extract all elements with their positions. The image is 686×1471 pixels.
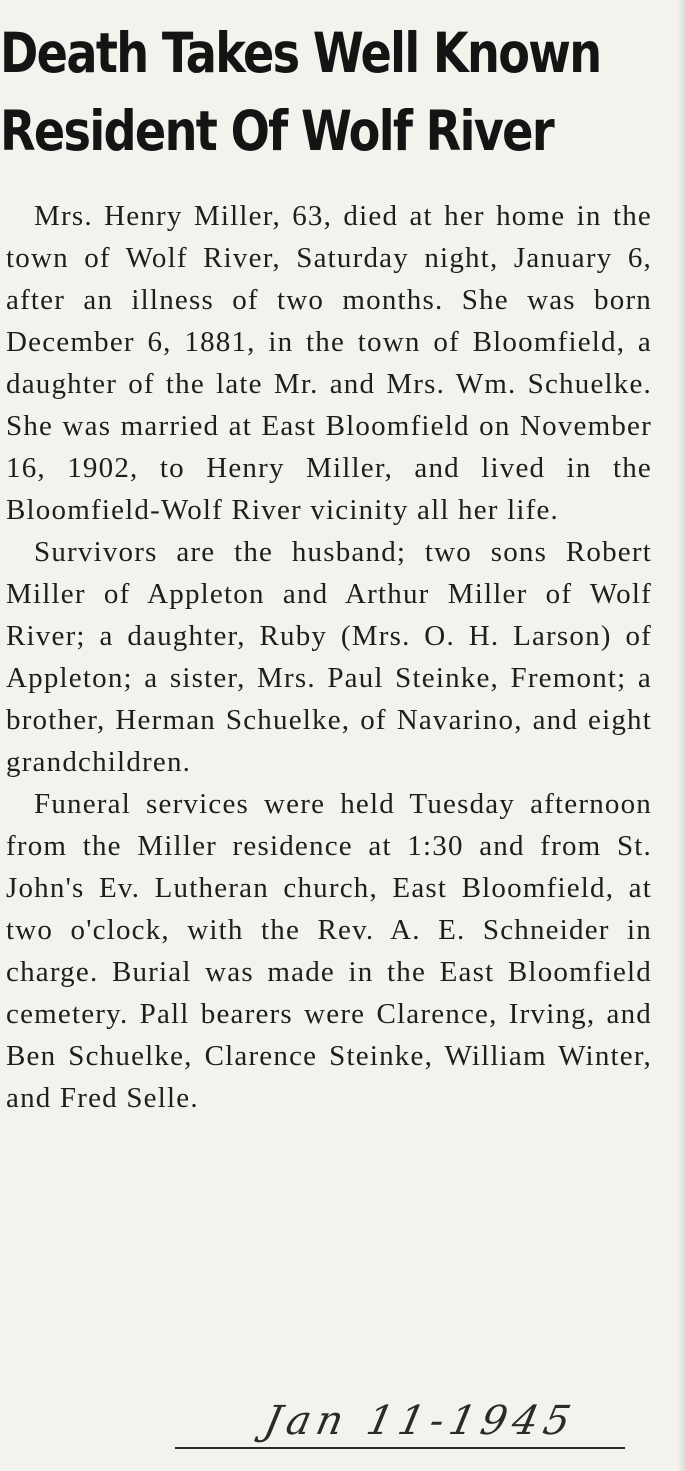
headline <box>0 14 601 170</box>
headline-line-1: Death Takes Well Known <box>0 21 601 85</box>
headline-line-2: Resident Of Wolf River <box>0 99 553 163</box>
article-body <box>6 195 652 1119</box>
article-paragraph-3: Funeral services were held Tuesday afternoon from the Miller residence at 1:30 and from St. John's Ev. Lutheran church, East Bloomfield, at two o'clock, with the Rev. A. E. Schneider in charge. Burial was made in the East Bloomfield cemetery. Pall bearers were Clarence, Irving, and Ben Schuelke, Clarence Steinke, William Winter, and Fred Selle. <box>6 788 652 1114</box>
handwritten-underline <box>175 1447 625 1449</box>
article-paragraph-1: Mrs. Henry Miller, 63, died at her home in the town of Wolf River, Saturday night, January 6, after an illness of two months. She was born December 6, 1881, in the town of Bloomfield, a daughter of the late Mr. and Mrs. Wm. Schuelke. She was married at East Bloomfield on November 16, 1902, to Henry Miller, and lived in the Bloomfield-Wolf River vicinity all her life. <box>6 200 652 526</box>
article-paragraph-2: Survivors are the husband; two sons Robert Miller of Appleton and Arthur Miller of Wolf River; a daughter, Ruby (Mrs. O. H. Larson) of Appleton; a sister, Mrs. Paul Steinke, Fremont; a brother, Herman Schuelke, of Navarino, and eight grandchildren. <box>6 536 652 778</box>
paper-edge-shadow <box>678 0 686 1471</box>
handwritten-date: Jan 11-1945 <box>260 1398 581 1444</box>
